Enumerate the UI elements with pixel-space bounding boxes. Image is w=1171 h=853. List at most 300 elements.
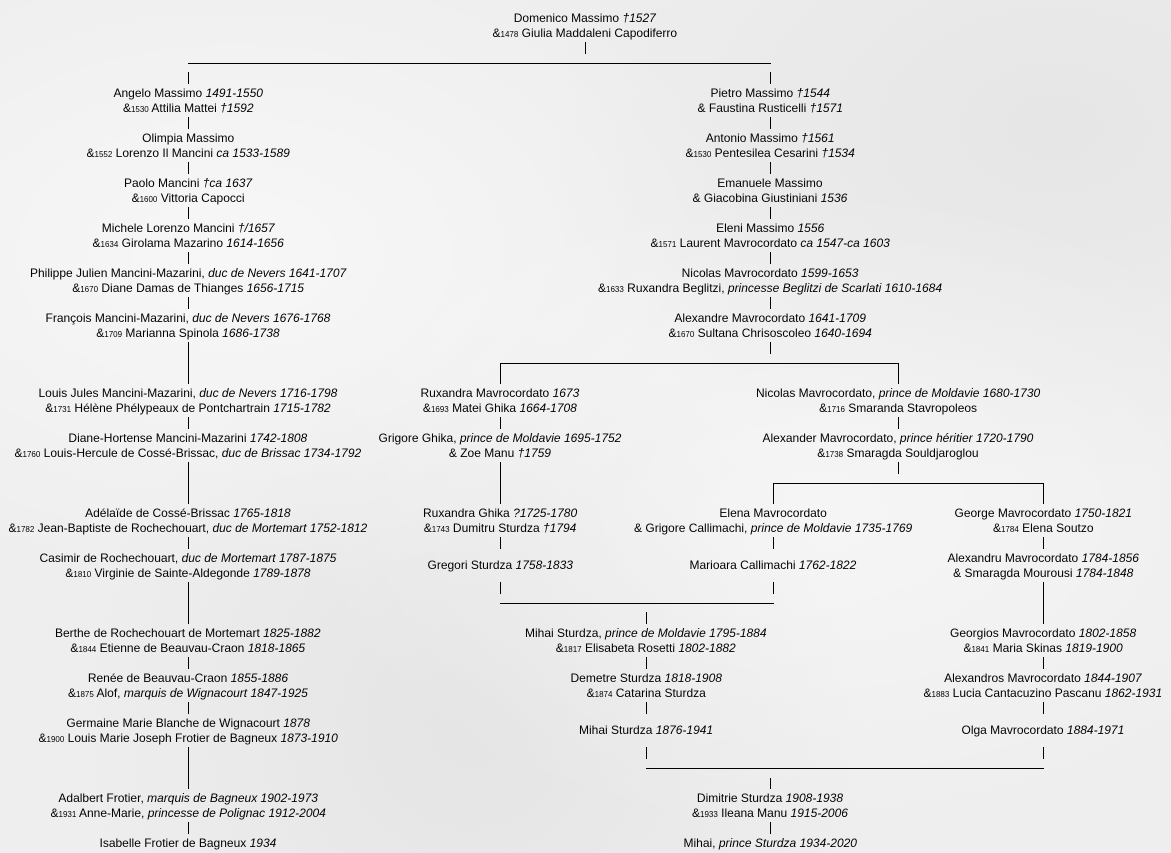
- marriage-year: 1874: [594, 690, 613, 699]
- tree-connector-vertical: [770, 207, 771, 219]
- marriage-year: 1709: [104, 330, 123, 339]
- person-name-line: [955, 506, 1132, 521]
- spouse-dates: 1784-1848: [1075, 566, 1134, 580]
- person-name: Demetre Sturdza: [570, 671, 662, 685]
- spouse-dates: 1536: [820, 191, 848, 205]
- person-dimitrie: [692, 791, 848, 822]
- spouse-line: [955, 521, 1132, 537]
- spouse-dates: 1640-1694: [814, 326, 872, 340]
- person-alexander: [763, 431, 1034, 462]
- spouse-line: [68, 686, 308, 702]
- spouse-line: [114, 101, 263, 117]
- marriage-symbol: &: [923, 686, 932, 700]
- spouse-name: Marianna Spinola: [125, 326, 219, 340]
- tree-connector-vertical: [770, 342, 771, 354]
- spouse-name: Ruxandra Beglitzi,: [627, 281, 725, 295]
- tree-connector-horizontal: [500, 363, 899, 364]
- person-name-line: [124, 176, 252, 191]
- tree-connector-vertical: [770, 778, 771, 789]
- spouse-line: [93, 236, 284, 252]
- person-dates: 1599-1653: [801, 266, 859, 280]
- person-nicolas1: [598, 266, 942, 297]
- spouse-title: princesse Beglitzi de Scarlati: [727, 281, 882, 295]
- tree-connector-vertical: [1043, 582, 1044, 624]
- person-paolo: [124, 176, 252, 207]
- person-name-line: [87, 131, 290, 146]
- person-angelo: [114, 86, 263, 117]
- spouse-title: prince de Moldavie: [750, 521, 852, 535]
- spouse-dates: ca 1547-ca 1603: [800, 236, 890, 250]
- person-ruxghika: [423, 506, 577, 537]
- person-dates: 1902-1973: [260, 791, 318, 805]
- spouse-name: Dumitru Sturdza: [452, 521, 540, 535]
- person-name-line: [950, 626, 1136, 641]
- spouse-line: [693, 191, 848, 206]
- tree-connector-vertical: [500, 582, 501, 594]
- tree-connector-vertical: [188, 747, 189, 789]
- marriage-year: 1810: [73, 570, 92, 579]
- person-name: Berthe de Rochechouart de Mortemart: [55, 626, 260, 640]
- marriage-symbol: &: [819, 401, 828, 415]
- spouse-name: Zoe Manu: [460, 446, 515, 460]
- spouse-line: [692, 806, 848, 822]
- person-name-line: [421, 386, 580, 401]
- tree-connector-vertical: [188, 252, 189, 264]
- spouse-dates: 1734-1792: [303, 446, 362, 460]
- spouse-name: Attilia Mattei: [151, 101, 217, 115]
- person-domenico: [493, 11, 678, 42]
- person-name: Gregori Sturdza: [427, 558, 513, 572]
- person-name: Nicolas Mavrocordato,: [756, 386, 876, 400]
- marriage-symbol: &: [953, 566, 962, 580]
- person-dates: †ca 1637: [202, 176, 253, 190]
- tree-connector-vertical: [585, 42, 586, 54]
- tree-connector-horizontal: [646, 768, 1044, 769]
- person-name-line: [948, 551, 1139, 566]
- spouse-line: [39, 731, 338, 747]
- spouse-line: [421, 401, 580, 417]
- spouse-line: [763, 446, 1034, 462]
- person-emanuele: [693, 176, 848, 206]
- tree-connector-vertical: [500, 364, 501, 384]
- spouse-line: [39, 401, 338, 417]
- tree-connector-vertical: [188, 462, 189, 504]
- person-name: Renée de Beauvau-Craon: [87, 671, 228, 685]
- spouse-line: [924, 686, 1163, 702]
- person-demetre: [571, 671, 722, 702]
- person-dates: 1695-1752: [563, 431, 622, 445]
- person-dates: 1934-2020: [799, 836, 857, 850]
- spouse-line: [493, 26, 678, 42]
- person-dates: †1561: [801, 131, 835, 145]
- person-name: Olimpia Massimo: [142, 131, 235, 145]
- spouse-name: Giulia Maddaleni Capodiferro: [521, 26, 678, 40]
- marriage-symbol: &: [423, 521, 432, 535]
- spouse-name: Diane Damas de Thianges: [101, 281, 244, 295]
- marriage-symbol: &: [422, 401, 431, 415]
- person-name-line: [493, 11, 678, 26]
- tree-connector-vertical: [646, 657, 647, 669]
- person-pietro: [698, 86, 843, 116]
- person-mihai2: [579, 723, 713, 738]
- spouse-dates: 1752-1812: [309, 521, 368, 535]
- person-dates: 1908-1938: [785, 791, 844, 805]
- tree-connector-vertical: [188, 162, 189, 174]
- person-dates: †1527: [622, 11, 656, 25]
- spouse-line: [634, 521, 912, 536]
- tree-connector-vertical: [770, 822, 771, 834]
- person-dates: 1641-1707: [288, 266, 347, 280]
- spouse-dates: 1912-2004: [268, 806, 326, 820]
- person-grigore: [379, 431, 622, 461]
- tree-connector-vertical: [188, 537, 189, 549]
- person-dates: 1802-1858: [1078, 626, 1137, 640]
- marriage-symbol: &: [45, 401, 54, 415]
- tree-connector-vertical: [898, 364, 899, 384]
- person-dates: 1787-1875: [278, 551, 337, 565]
- person-dates: †1544: [796, 86, 830, 100]
- spouse-name: Ileana Manu: [721, 806, 788, 820]
- spouse-dates: †1534: [821, 146, 855, 160]
- person-name: Mihai Sturdza: [579, 723, 653, 737]
- spouse-name: Pentesilea Cesarini: [714, 146, 819, 160]
- person-name-line: [571, 671, 722, 686]
- spouse-dates: 1802-1882: [678, 641, 736, 655]
- person-name: Dimitrie Sturdza: [696, 791, 783, 805]
- tree-connector-vertical: [898, 417, 899, 429]
- person-michele: [93, 221, 284, 252]
- person-name: George Mavrocordato: [954, 506, 1072, 520]
- person-name: Domenico Massimo: [513, 11, 620, 25]
- marriage-symbol: &: [14, 446, 23, 460]
- person-dates: 1491-1550: [205, 86, 263, 100]
- person-diane: [15, 431, 362, 462]
- person-marioara: [690, 558, 857, 573]
- marriage-symbol: &: [448, 446, 457, 460]
- person-title: duc de Nevers: [199, 386, 277, 400]
- marriage-year: 1883: [931, 690, 950, 699]
- person-dates: 1795-1884: [709, 626, 767, 640]
- tree-connector-vertical: [188, 417, 189, 429]
- tree-connector-vertical: [188, 297, 189, 309]
- person-alexandre: [669, 311, 872, 342]
- spouse-dates: †1794: [542, 521, 577, 535]
- person-name: Louis Jules Mancini-Mazarini,: [38, 386, 196, 400]
- spouse-line: [669, 326, 872, 342]
- person-title: prince Sturdza: [718, 836, 797, 850]
- spouse-line: [598, 281, 942, 297]
- person-louis: [39, 386, 338, 417]
- spouse-dates: 1715-1782: [273, 401, 331, 415]
- tree-connector-vertical: [1043, 657, 1044, 669]
- spouse-name: Alof,: [96, 686, 121, 700]
- person-berthe: [55, 626, 321, 657]
- marriage-symbol: &: [86, 146, 95, 160]
- spouse-name: Etienne de Beauvau-Craon: [99, 641, 245, 655]
- tree-connector-vertical: [770, 162, 771, 174]
- person-title: prince de Moldavie: [459, 431, 561, 445]
- spouse-name: Anne-Marie,: [78, 806, 145, 820]
- tree-connector-vertical: [1043, 702, 1044, 714]
- tree-connector-vertical: [188, 822, 189, 834]
- spouse-name: Virginie de Sainte-Aldegonde: [94, 566, 250, 580]
- tree-connector-vertical: [1043, 537, 1044, 549]
- marriage-year: 1478: [500, 30, 519, 39]
- person-dates: 1934: [249, 836, 277, 850]
- person-name: Ruxandra Ghika: [423, 506, 510, 520]
- tree-connector-vertical: [500, 462, 501, 504]
- person-eleni: [651, 221, 890, 252]
- person-name-line: [15, 431, 362, 446]
- tree-connector-vertical: [500, 417, 501, 429]
- person-title: prince héritier: [899, 431, 973, 445]
- person-name: Nicolas Mavrocordato: [681, 266, 798, 280]
- person-dates: 1680-1730: [982, 386, 1041, 400]
- person-dates: 1878: [283, 716, 310, 730]
- tree-connector-vertical: [646, 747, 647, 759]
- marriage-symbol: &: [598, 281, 607, 295]
- person-name: Alexandre Mavrocordato: [674, 311, 806, 325]
- tree-connector-vertical: [500, 537, 501, 549]
- person-dates: 1742-1808: [249, 431, 308, 445]
- person-name: Alexandros Mavrocordato: [944, 671, 1081, 685]
- person-name-line: [39, 386, 338, 401]
- person-name: Adalbert Frotier,: [58, 791, 144, 805]
- spouse-dates: 1818-1865: [247, 641, 306, 655]
- marriage-symbol: &: [992, 521, 1001, 535]
- person-name: Eleni Massimo: [716, 221, 795, 235]
- spouse-name: Girolama Mazarino: [121, 236, 224, 250]
- person-name-line: [40, 551, 337, 566]
- spouse-name: Hélène Phélypeaux de Pontchartrain: [74, 401, 270, 415]
- person-name-line: [55, 626, 321, 641]
- person-name: François Mancini-Mazarini,: [45, 311, 189, 325]
- spouse-dates: 1819-1900: [1065, 641, 1123, 655]
- person-george: [955, 506, 1132, 537]
- spouse-line: [525, 641, 767, 657]
- spouse-dates: †1592: [220, 101, 254, 115]
- marriage-year: 1731: [53, 405, 72, 414]
- tree-connector-vertical: [770, 117, 771, 129]
- spouse-name: Smaragda Souldjaroglou: [846, 446, 979, 460]
- person-name-line: [93, 221, 284, 236]
- marriage-symbol: &: [68, 686, 77, 700]
- spouse-line: [9, 521, 368, 537]
- marriage-symbol: &: [963, 641, 972, 655]
- spouse-line: [756, 401, 1040, 417]
- person-olimpia: [87, 131, 290, 162]
- person-name-line: [692, 791, 848, 806]
- tree-connector-vertical: [770, 297, 771, 309]
- spouse-name: Louis Marie Joseph Frotier de Bagneux: [67, 731, 278, 745]
- person-title: prince de Moldavie: [878, 386, 980, 400]
- person-olga: [962, 723, 1125, 738]
- person-name: Michele Lorenzo Mancini: [101, 221, 235, 235]
- person-antonio: [686, 131, 855, 162]
- marriage-year: 1670: [676, 330, 695, 339]
- person-name: Alexander Mavrocordato,: [762, 431, 897, 445]
- spouse-title: princesse de Polignac: [147, 806, 266, 820]
- person-dates: 1673: [552, 386, 580, 400]
- person-dates: 1825-1882: [263, 626, 321, 640]
- tree-connector-vertical: [188, 72, 189, 84]
- marriage-symbol: &: [692, 806, 701, 820]
- person-name-line: [423, 506, 577, 521]
- person-name: Alexandru Mavrocordato: [947, 551, 1079, 565]
- person-name: Paolo Mancini: [124, 176, 200, 190]
- spouse-name: Elisabeta Rosetti: [584, 641, 675, 655]
- spouse-dates: †1759: [517, 446, 551, 460]
- spouse-line: [51, 806, 326, 822]
- person-name-line: [651, 221, 890, 236]
- person-name-line: [669, 311, 872, 326]
- tree-connector-horizontal: [500, 603, 774, 604]
- person-name-line: [684, 836, 857, 851]
- spouse-name: Smaranda Stavropoleos: [848, 401, 978, 415]
- marriage-year: 1633: [606, 285, 624, 294]
- tree-connector-vertical: [770, 252, 771, 264]
- marriage-symbol: &: [92, 236, 101, 250]
- person-name-line: [9, 506, 368, 521]
- spouse-line: [950, 641, 1136, 657]
- tree-connector-vertical: [773, 537, 774, 549]
- person-name-line: [30, 266, 346, 281]
- person-title: marquis de Bagneux: [147, 791, 258, 805]
- marriage-symbol: &: [122, 101, 131, 115]
- marriage-year: 1738: [825, 450, 844, 459]
- marriage-symbol: &: [96, 326, 105, 340]
- person-name-line: [698, 86, 843, 101]
- person-dates: 1750-1821: [1074, 506, 1132, 520]
- person-name-line: [379, 431, 622, 446]
- spouse-name: Grigore Callimachi,: [645, 521, 748, 535]
- marriage-year: 1844: [78, 645, 97, 654]
- person-name: Angelo Massimo: [113, 86, 203, 100]
- marriage-year: 1530: [130, 105, 149, 114]
- spouse-line: [698, 101, 843, 116]
- marriage-symbol: &: [555, 641, 564, 655]
- person-name-line: [114, 86, 263, 101]
- person-name-line: [68, 671, 308, 686]
- marriage-symbol: &: [650, 236, 659, 250]
- person-gregori: [428, 558, 573, 573]
- person-name-line: [962, 723, 1125, 738]
- marriage-year: 1900: [46, 735, 65, 744]
- spouse-line: [571, 686, 722, 702]
- person-dates: 1884-1971: [1066, 723, 1125, 737]
- spouse-line: [124, 191, 252, 207]
- spouse-name: Vittoria Capocci: [160, 191, 245, 205]
- spouse-title: duc de Mortemart: [212, 521, 307, 535]
- person-name: Adélaïde de Cossé-Brissac: [85, 506, 230, 520]
- marriage-symbol: &: [685, 146, 694, 160]
- marriage-year: 1571: [658, 240, 677, 249]
- spouse-name: Louis-Hercule de Cossé-Brissac,: [43, 446, 219, 460]
- person-name: Antonio Massimo: [705, 131, 798, 145]
- marriage-year: 1841: [971, 645, 990, 654]
- person-mihai3: [684, 836, 857, 851]
- person-name-line: [598, 266, 942, 281]
- person-name-line: [46, 311, 331, 326]
- person-name: Germaine Marie Blanche de Wignacourt: [66, 716, 280, 730]
- spouse-name: Giacobina Giustiniani: [703, 191, 818, 205]
- person-name: Ruxandra Mavrocordato: [420, 386, 550, 400]
- spouse-name: Catarina Sturdza: [615, 686, 706, 700]
- tree-connector-vertical: [1043, 747, 1044, 759]
- person-name: Olga Mavrocordato: [961, 723, 1064, 737]
- person-title: duc de Mortemart: [181, 551, 276, 565]
- spouse-name: Laurent Mavrocordato: [679, 236, 798, 250]
- spouse-name: Matei Ghika: [452, 401, 517, 415]
- person-name-line: [39, 716, 338, 731]
- person-dates: 1765-1818: [233, 506, 291, 520]
- spouse-line: [651, 236, 890, 252]
- person-name: Grigore Ghika,: [378, 431, 457, 445]
- person-title: duc de Nevers: [192, 311, 270, 325]
- spouse-name: Faustina Rusticelli: [708, 101, 807, 115]
- marriage-symbol: &: [70, 641, 79, 655]
- spouse-dates: 1789-1878: [253, 566, 311, 580]
- tree-connector-vertical: [188, 582, 189, 624]
- spouse-name: Elena Soutzo: [1022, 521, 1094, 535]
- person-name: Mihai,: [683, 836, 716, 850]
- marriage-symbol: &: [38, 731, 47, 745]
- spouse-dates: 1686-1738: [222, 326, 280, 340]
- person-mihai1: [525, 626, 767, 657]
- person-name-line: [428, 558, 573, 573]
- person-alexandros: [924, 671, 1163, 702]
- person-title: prince de Moldavie: [605, 626, 706, 640]
- tree-connector-vertical: [646, 702, 647, 714]
- tree-connector-vertical: [898, 462, 899, 474]
- spouse-title: duc de Brissac: [221, 446, 301, 460]
- marriage-symbol: &: [50, 806, 59, 820]
- spouse-line: [15, 446, 362, 462]
- spouse-line: [87, 146, 290, 162]
- tree-connector-vertical: [188, 702, 189, 714]
- tree-connector-vertical: [188, 117, 189, 129]
- person-dates: 1818-1908: [664, 671, 722, 685]
- person-name-line: [690, 558, 857, 573]
- spouse-line: [948, 566, 1139, 581]
- spouse-name: Jean-Baptiste de Rochechouart,: [37, 521, 210, 535]
- tree-connector-horizontal: [188, 63, 771, 64]
- marriage-symbol: &: [634, 521, 643, 535]
- person-name: Mihai Sturdza,: [525, 626, 602, 640]
- spouse-line: [686, 146, 855, 162]
- person-name-line: [51, 791, 326, 806]
- spouse-line: [379, 446, 622, 461]
- person-name-line: [924, 671, 1163, 686]
- tree-connector-vertical: [646, 612, 647, 624]
- person-philippe: [30, 266, 346, 297]
- marriage-symbol: &: [817, 446, 826, 460]
- person-dates: 1720-1790: [975, 431, 1034, 445]
- person-name: Isabelle Frotier de Bagneux: [99, 836, 247, 850]
- person-name-line: [693, 176, 848, 191]
- spouse-line: [46, 326, 331, 342]
- marriage-year: 1716: [827, 405, 845, 414]
- spouse-title: marquis de Wignacourt: [123, 686, 248, 700]
- marriage-year: 1600: [139, 195, 158, 204]
- marriage-year: 1875: [76, 690, 94, 699]
- spouse-line: [55, 641, 321, 657]
- spouse-dates: 1735-1769: [854, 521, 913, 535]
- person-dates: 1762-1822: [798, 558, 857, 572]
- marriage-symbol: &: [668, 326, 677, 340]
- person-dates: 1676-1768: [272, 311, 331, 325]
- marriage-symbol: &: [692, 191, 701, 205]
